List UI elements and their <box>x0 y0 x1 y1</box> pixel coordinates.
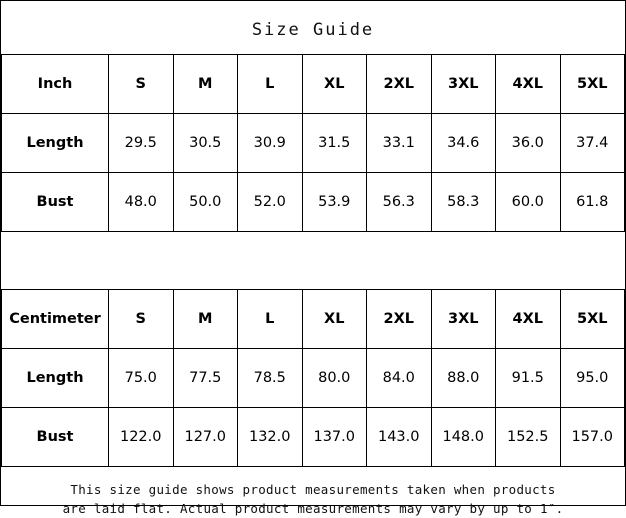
cell-bust-3xl: 148.0 <box>431 408 496 467</box>
table-header-row <box>2 55 625 114</box>
cell-bust-m: 127.0 <box>173 408 238 467</box>
table-row <box>2 408 625 467</box>
cell-bust-m: 50.0 <box>173 173 238 232</box>
table-row <box>2 173 625 232</box>
cell-bust-l: 132.0 <box>238 408 303 467</box>
table-row <box>2 349 625 408</box>
cell-length-l: 78.5 <box>238 349 303 408</box>
column-header-2xl: 2XL <box>367 55 432 114</box>
inch-size-table <box>1 54 625 232</box>
column-header-m: M <box>173 290 238 349</box>
cell-length-3xl: 34.6 <box>431 114 496 173</box>
cell-length-3xl: 88.0 <box>431 349 496 408</box>
table-header-row <box>2 290 625 349</box>
table-row <box>2 114 625 173</box>
column-header-4xl: 4XL <box>496 55 561 114</box>
cell-length-l: 30.9 <box>238 114 303 173</box>
column-header-s: S <box>109 55 174 114</box>
table-separator <box>1 232 625 289</box>
cell-bust-s: 48.0 <box>109 173 174 232</box>
column-header-l: L <box>238 290 303 349</box>
footnote-line-2: are laid flat. Actual product measurements may vary by up to 1″. <box>62 501 564 516</box>
cell-bust-2xl: 143.0 <box>367 408 432 467</box>
cell-bust-xl: 137.0 <box>302 408 367 467</box>
row-header-bust: Bust <box>2 173 109 232</box>
cell-bust-5xl: 157.0 <box>560 408 625 467</box>
column-header-4xl: 4XL <box>496 290 561 349</box>
cell-length-4xl: 91.5 <box>496 349 561 408</box>
cell-length-s: 75.0 <box>109 349 174 408</box>
cell-bust-4xl: 152.5 <box>496 408 561 467</box>
column-header-3xl: 3XL <box>431 290 496 349</box>
column-header-3xl: 3XL <box>431 55 496 114</box>
row-header-length: Length <box>2 349 109 408</box>
page-title: Size Guide <box>251 20 375 40</box>
cell-length-s: 29.5 <box>109 114 174 173</box>
footnote <box>1 467 625 518</box>
cell-length-2xl: 84.0 <box>367 349 432 408</box>
cell-length-4xl: 36.0 <box>496 114 561 173</box>
centimeter-size-table <box>1 289 625 467</box>
cell-bust-5xl: 61.8 <box>560 173 625 232</box>
row-header-bust: Bust <box>2 408 109 467</box>
column-header-s: S <box>109 290 174 349</box>
cell-length-2xl: 33.1 <box>367 114 432 173</box>
cell-length-m: 77.5 <box>173 349 238 408</box>
cell-bust-xl: 53.9 <box>302 173 367 232</box>
cell-bust-4xl: 60.0 <box>496 173 561 232</box>
column-header-5xl: 5XL <box>560 290 625 349</box>
column-header-unit: Inch <box>2 55 109 114</box>
cell-bust-2xl: 56.3 <box>367 173 432 232</box>
column-header-2xl: 2XL <box>367 290 432 349</box>
cell-length-5xl: 95.0 <box>560 349 625 408</box>
column-header-xl: XL <box>302 290 367 349</box>
cell-bust-l: 52.0 <box>238 173 303 232</box>
row-header-length: Length <box>2 114 109 173</box>
cell-length-xl: 31.5 <box>302 114 367 173</box>
column-header-unit: Centimeter <box>2 290 109 349</box>
cell-length-xl: 80.0 <box>302 349 367 408</box>
footnote-line-1: This size guide shows product measurements taken when products <box>70 482 556 497</box>
column-header-l: L <box>238 55 303 114</box>
column-header-xl: XL <box>302 55 367 114</box>
cell-bust-s: 122.0 <box>109 408 174 467</box>
column-header-5xl: 5XL <box>560 55 625 114</box>
cell-length-5xl: 37.4 <box>560 114 625 173</box>
cell-length-m: 30.5 <box>173 114 238 173</box>
column-header-m: M <box>173 55 238 114</box>
cell-bust-3xl: 58.3 <box>431 173 496 232</box>
